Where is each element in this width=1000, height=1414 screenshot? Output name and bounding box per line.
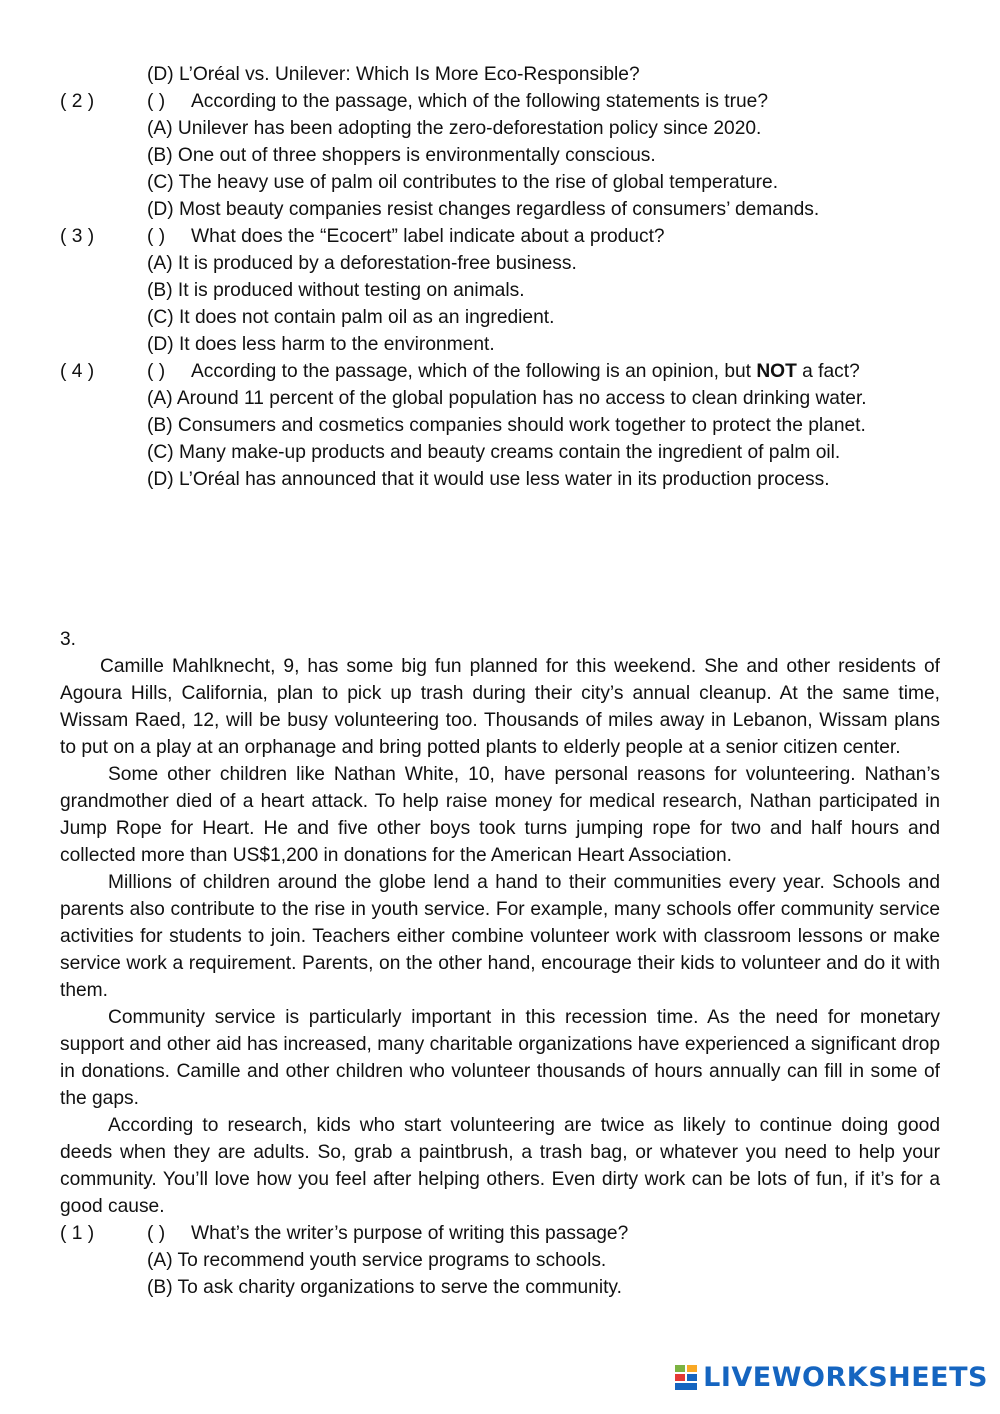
option-c: (C) Many make-up products and beauty creams contain the ingredient of palm oil. xyxy=(147,442,841,463)
question-stem-part-2: a fact? xyxy=(796,361,860,382)
option-a: (A) Around 11 percent of the global population has no access to clean drinking water. xyxy=(147,388,867,409)
option-a: (A) It is produced by a deforestation-free business. xyxy=(147,253,577,274)
option-d: (D) It does less harm to the environment. xyxy=(147,334,495,355)
section-2-questions xyxy=(60,61,940,493)
question-stem-part-1: According to the passage, which of the following is an opinion, but xyxy=(191,361,757,382)
option-c: (C) It does not contain palm oil as an ingredient. xyxy=(147,307,555,328)
question-3 xyxy=(60,223,940,358)
paragraph-2: Some other children like Nathan White, 10, have personal reasons for volunteering. Nathan’s grandmother died of a heart attack. To help raise money for medical research, Nathan participated in Jump Rope for Heart. He and five other boys took turns jumping rope for two and half hours and collected more than US$1,200 in donations for the American Heart Association. xyxy=(60,764,940,866)
question-1 xyxy=(60,1220,940,1301)
question-number: ( 3 ) xyxy=(60,226,95,247)
option-a: (A) To recommend youth service programs to schools. xyxy=(147,1250,607,1271)
option-c: (C) The heavy use of palm oil contributes to the rise of global temperature. xyxy=(147,172,779,193)
option-d: (D) Most beauty companies resist changes regardless of consumers’ demands. xyxy=(147,199,820,220)
question-number: ( 1 ) xyxy=(60,1223,95,1244)
paragraph-3: Millions of children around the globe lend a hand to their communities every year. Schools and parents also contribute to the rise in youth service. For example, many schools offer community service activities for students to join. Teachers either combine volunteer work with classroom lessons or make service work a requirement. Parents, on the other hand, encourage their kids to volunteer and do it with them. xyxy=(60,872,940,1001)
q1-option-d: (D) L’Oréal vs. Unilever: Which Is More Eco-Responsible? xyxy=(147,64,640,85)
liveworksheets-logo-icon xyxy=(675,1363,699,1391)
option-b: (B) To ask charity organizations to serve the community. xyxy=(147,1277,622,1298)
paragraph-4: Community service is particularly important in this recession time. As the need for monetary support and other aid has increased, many charitable organizations have experienced a significant drop in donations. Camille and other children who volunteer thousands of hours annually can fill in some of the gaps. xyxy=(60,1007,940,1109)
liveworksheets-logo xyxy=(675,1362,988,1392)
answer-blank[interactable]: ( ) xyxy=(147,226,166,247)
section-heading: 3. xyxy=(60,629,77,650)
liveworksheets-logo-text: LIVEWORKSHEETS xyxy=(703,1361,988,1393)
answer-blank[interactable]: ( ) xyxy=(147,361,166,382)
answer-blank[interactable]: ( ) xyxy=(147,91,166,112)
question-stem-emphasis: NOT xyxy=(756,361,797,382)
paragraph-1: Camille Mahlknecht, 9, has some big fun planned for this weekend. She and other residents of Agoura Hills, California, plan to pick up trash during their city’s annual cleanup. At the same time, Wissam Raed, 12, will be busy volunteering too. Thousands of miles away in Lebanon, Wissam plans to put on a play at an orphanage and bring potted plants to elderly people at a senior citizen center. xyxy=(60,656,940,758)
question-number: ( 2 ) xyxy=(60,91,95,112)
option-a: (A) Unilever has been adopting the zero-deforestation policy since 2020. xyxy=(147,118,762,139)
question-number: ( 4 ) xyxy=(60,361,95,382)
answer-blank[interactable]: ( ) xyxy=(147,1223,166,1244)
option-d: (D) L’Oréal has announced that it would use less water in its production process. xyxy=(147,469,830,490)
option-b: (B) Consumers and cosmetics companies should work together to protect the planet. xyxy=(147,415,866,436)
question-stem: According to the passage, which of the following statements is true? xyxy=(191,91,769,112)
paragraph-5: According to research, kids who start volunteering are twice as likely to continue doing good deeds when they are adults. So, grab a paintbrush, a trash bag, or whatever you need to help your community. You’ll love how you feel after helping others. Even dirty work can be lots of fun, if it’s for a good cause. xyxy=(60,1115,940,1217)
question-4 xyxy=(60,358,940,493)
question-stem: What does the “Ecocert” label indicate about a product? xyxy=(191,226,665,247)
question-2 xyxy=(60,88,940,223)
question-stem: What’s the writer’s purpose of writing this passage? xyxy=(191,1223,629,1244)
section-3-reading xyxy=(60,626,940,1301)
option-b: (B) It is produced without testing on animals. xyxy=(147,280,525,301)
option-b: (B) One out of three shoppers is environmentally conscious. xyxy=(147,145,656,166)
